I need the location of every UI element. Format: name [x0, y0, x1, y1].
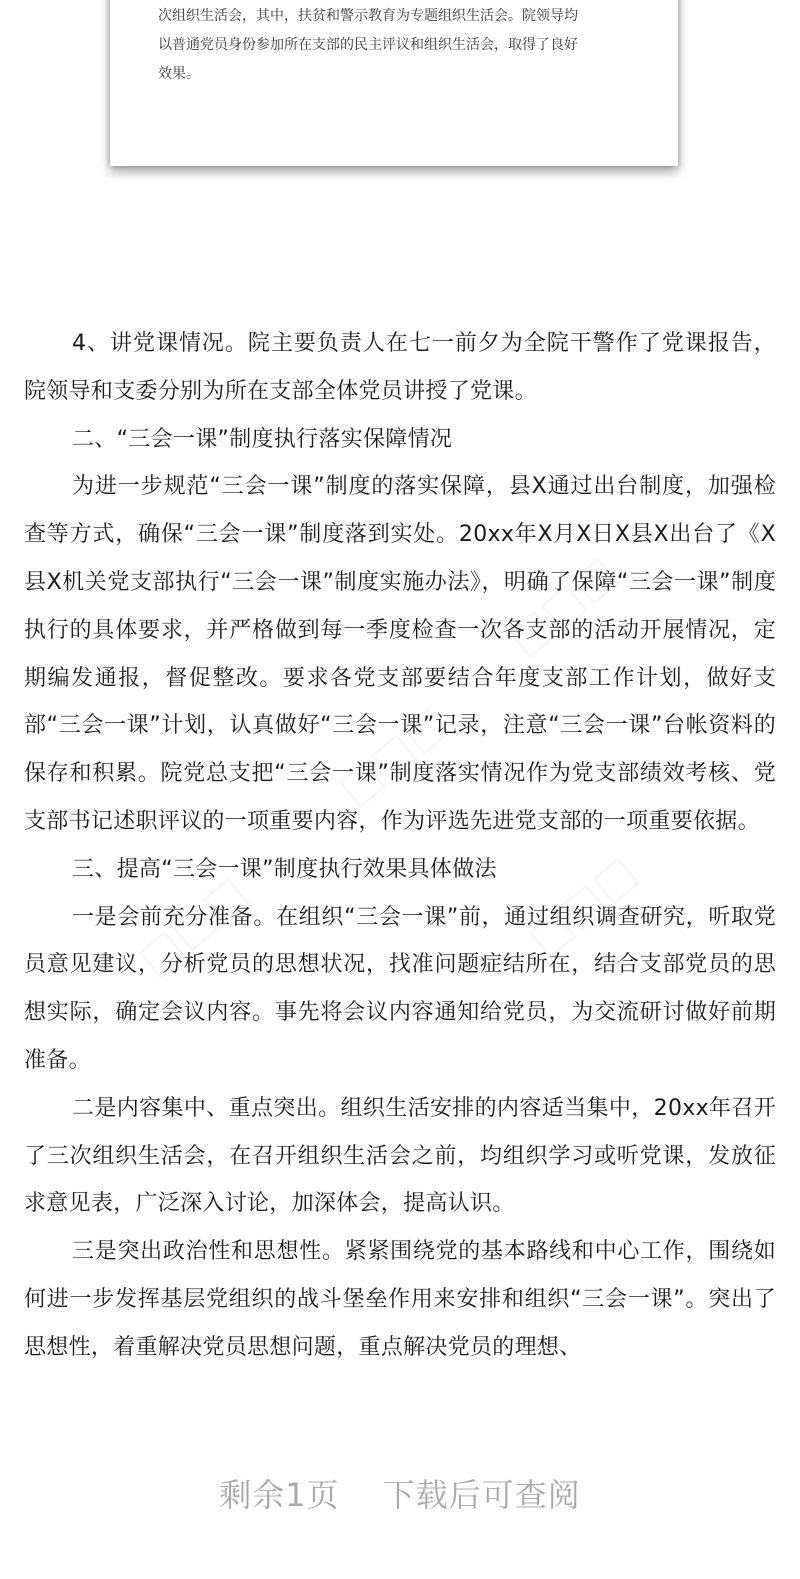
section-heading-3: 三、提高“三会一课”制度执行效果具体做法	[72, 856, 497, 882]
preview-line: 效果。	[158, 66, 200, 82]
paragraph-guarantee: 为进一步规范“三会一课”制度的落实保障，县X通过出台制度，加强检查等方式，确保“三会一课”制度落到实处。20xx年X月X日X县X出台了《X县X机关党支部执行“三会一课”制度实施办法》，明确了保障“三会一课”制度执行的具体要求，并严格做到每一季度检查一次各支部的活动开展情况，定期编发通报，督促整改。要求各党支部要结合年度支部工作计划，做好支部“三会一课”计划，认真做好“三会一课”记录，注意“三会一课”台帐资料的保存和积累。院党总支把“三会一课”制度落实情况作为党支部绩效考核、党支部书记述职评议的一项重要内容，作为评选先进党支部的一项重要依据。	[24, 474, 776, 834]
paragraph-preparation: 一是会前充分准备。在组织“三会一课”前，通过组织调查研究，听取党员意见建议，分析党员的思想状况，找准问题症结所在，结合支部党员的思想实际，确定会议内容。事先将会议内容通知给党员，为交流研讨做好前期准备。	[24, 904, 776, 1073]
preview-page-card	[110, 0, 678, 166]
download-prompt[interactable]	[0, 1470, 800, 1516]
download-to-view-label[interactable]: 下载后可查阅	[382, 1476, 581, 1514]
document-body	[24, 320, 776, 1372]
remaining-pages-label: 剩余1页	[219, 1476, 340, 1514]
section-heading-2: 二、“三会一课”制度执行落实保障情况	[72, 426, 453, 452]
paragraph-political: 三是突出政治性和思想性。紧紧围绕党的基本路线和中心工作，围绕如何进一步发挥基层党组织的战斗堡垒作用来安排和组织“三会一课”。突出了思想性，着重解决党员思想问题，重点解决党员的理想、	[24, 1239, 776, 1360]
preview-line: 次组织生活会，其中，扶贫和警示教育为专题组织生活会。院领导均	[158, 8, 578, 24]
preview-line: 以普通党员身份参加所在支部的民主评议和组织生活会，取得了良好	[158, 37, 578, 53]
paragraph-party-lecture: 4、讲党课情况。院主要负责人在七一前夕为全院干警作了党课报告，院领导和支委分别为所在支部全体党员讲授了党课。	[24, 331, 776, 404]
paragraph-focus: 二是内容集中、重点突出。组织生活安排的内容适当集中，20xx年召开了三次组织生活会，在召开组织生活会之前，均组织学习或听党课，发放征求意见表，广泛深入讨论，加深体会，提高认识。	[24, 1095, 776, 1217]
preview-page-text	[158, 2, 638, 89]
